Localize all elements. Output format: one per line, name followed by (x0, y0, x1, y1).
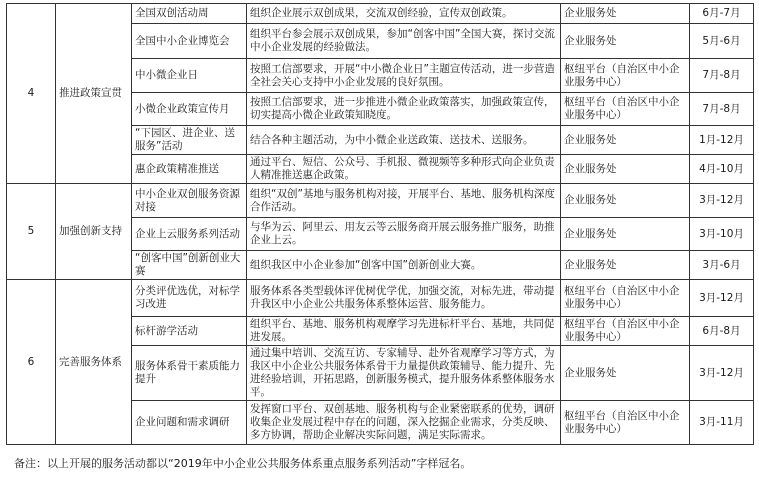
group-category: 完善服务体系 (56, 280, 132, 445)
footnote: 备注：以上开展的服务活动都以“2019年中小企业公共服务体系重点服务系列活动”字样冠名。 (14, 457, 472, 470)
responsible-department: 企业服务处 (561, 126, 690, 155)
activity-content: 发挥窗口平台、双创基地、服务机构与企业紧密联系的优势，调研收集企业发展过程中存在的问题，深入挖掘企业需求，分类反映、多方协调，帮助企业解决实际问题，满足实际需求。 (247, 401, 561, 445)
responsible-department: 枢纽平台（自治区中小企业服务中心） (561, 401, 690, 445)
activity-content: 组织“双创”基地与服务机构对接，开展平台、基地、服务机构深度合作活动。 (247, 184, 561, 218)
table-row (7, 184, 754, 218)
activity-name: “下园区、进企业、送服务”活动 (132, 126, 247, 155)
activity-name: 中小企业双创服务资源对接 (132, 184, 247, 218)
responsible-department: 企业服务处 (561, 346, 690, 401)
group-category: 加强创新支持 (56, 184, 132, 280)
responsible-department: 枢纽平台（自治区中小企业服务中心） (561, 317, 690, 346)
activity-name: 企业上云服务系列活动 (132, 218, 247, 251)
activity-content: 结合各种主题活动，为中小微企业送政策、送技术、送服务。 (247, 126, 561, 155)
activity-name: 惠企政策精准推送 (132, 155, 247, 184)
table-body (7, 4, 754, 445)
time-period: 3月-10月 (690, 218, 754, 251)
responsible-department: 枢纽平台（自治区中小企业服务中心） (561, 59, 690, 93)
table-row (7, 280, 754, 317)
activity-content: 与华为云、阿里云、用友云等云服务商开展云服务推广服务，助推企业上云。 (247, 218, 561, 251)
group-category: 推进政策宣贯 (56, 4, 132, 184)
activity-schedule-table (6, 3, 754, 445)
group-number: 6 (7, 280, 56, 445)
activity-content: 组织我区中小企业参加“创客中国”创新创业大赛。 (247, 251, 561, 280)
activity-name: 标杆游学活动 (132, 317, 247, 346)
time-period: 6月-7月 (690, 4, 754, 24)
activity-name: 中小微企业日 (132, 59, 247, 93)
responsible-department: 企业服务处 (561, 251, 690, 280)
responsible-department: 企业服务处 (561, 4, 690, 24)
activity-name: 全国中小企业博览会 (132, 24, 247, 59)
activity-content: 组织平台参会展示双创成果，参加“创客中国”全国大赛，探讨交流中小企业发展的经验做法。 (247, 24, 561, 59)
table-row (7, 4, 754, 24)
time-period: 5月-6月 (690, 24, 754, 59)
activity-content: 通过平台、短信、公众号、手机报、微视频等多种形式向企业负责人精准推送惠企政策。 (247, 155, 561, 184)
responsible-department: 企业服务处 (561, 184, 690, 218)
activity-name: “创客中国”创新创业大赛 (132, 251, 247, 280)
time-period: 3月-12月 (690, 280, 754, 317)
activity-content: 按照工信部要求，开展“中小微企业日”主题宣传活动，进一步营造全社会关心支持中小企业发展的良好氛围。 (247, 59, 561, 93)
activity-content: 服务体系各类型载体评优树优学优，加强交流，对标先进，带动提升我区中小企业公共服务体系整体运营、服务能力。 (247, 280, 561, 317)
responsible-department: 枢纽平台（自治区中小企业服务中心） (561, 93, 690, 126)
activity-name: 分类评优选优，对标学习改进 (132, 280, 247, 317)
time-period: 3月-11月 (690, 401, 754, 445)
activity-name: 小微企业政策宣传月 (132, 93, 247, 126)
time-period: 3月-6月 (690, 251, 754, 280)
time-period: 4月-10月 (690, 155, 754, 184)
responsible-department: 企业服务处 (561, 155, 690, 184)
activity-name: 全国双创活动周 (132, 4, 247, 24)
group-number: 5 (7, 184, 56, 280)
time-period: 3月-12月 (690, 184, 754, 218)
activity-content: 组织企业展示双创成果，交流双创经验，宣传双创政策。 (247, 4, 561, 24)
time-period: 7月-8月 (690, 93, 754, 126)
time-period: 1月-12月 (690, 126, 754, 155)
group-number: 4 (7, 4, 56, 184)
time-period: 7月-8月 (690, 59, 754, 93)
responsible-department: 企业服务处 (561, 218, 690, 251)
time-period: 3月-12月 (690, 346, 754, 401)
activity-content: 通过集中培训、交流互访、专家辅导、赴外省观摩学习等方式，为我区中小企业公共服务体系骨干力量提供政策辅导、能力提升、先进经验培训，开拓思路，创新服务模式，提升服务体系整体服务水平。 (247, 346, 561, 401)
responsible-department: 企业服务处 (561, 24, 690, 59)
activity-content: 组织平台、基地、服务机构观摩学习先进标杆平台、基地，共同促进发展。 (247, 317, 561, 346)
activity-name: 服务体系骨干素质能力提升 (132, 346, 247, 401)
activity-content: 按照工信部要求，进一步推进小微企业政策落实，加强政策宣传，切实提高小微企业政策知晓度。 (247, 93, 561, 126)
activity-name: 企业问题和需求调研 (132, 401, 247, 445)
time-period: 6月-8月 (690, 317, 754, 346)
responsible-department: 枢纽平台（自治区中小企业服务中心） (561, 280, 690, 317)
